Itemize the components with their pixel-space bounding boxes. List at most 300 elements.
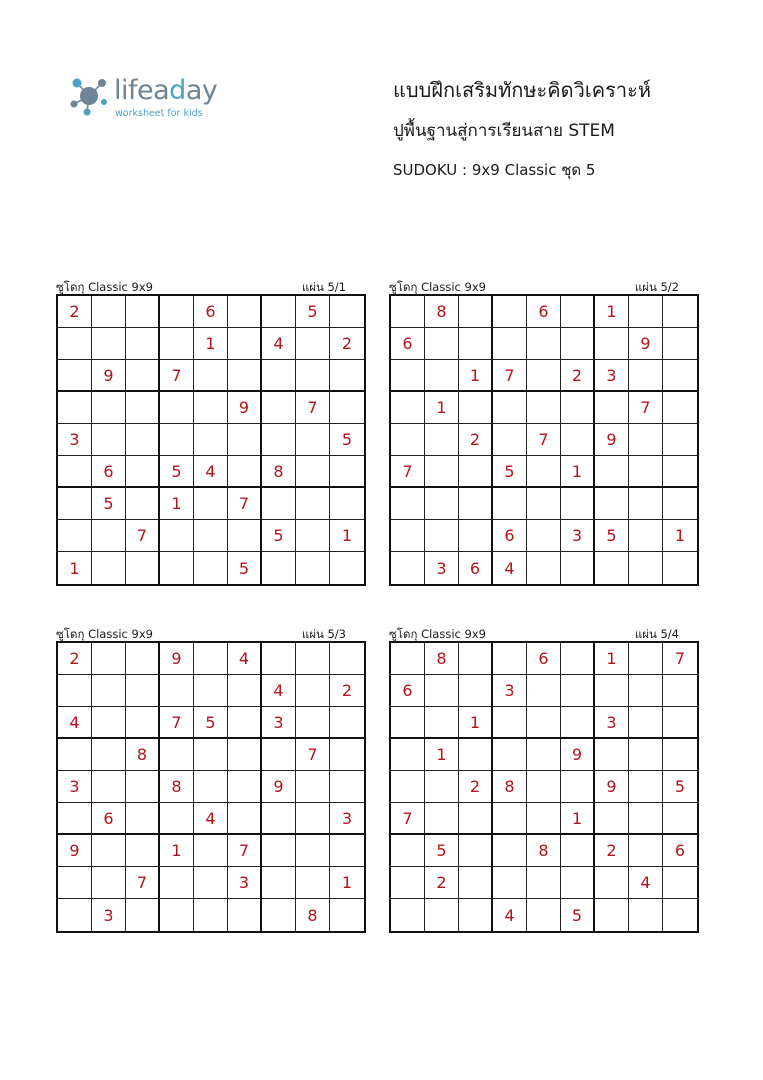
sudoku-cell: [425, 707, 459, 739]
sudoku-cell: [330, 835, 364, 867]
sudoku-cell: [561, 552, 595, 584]
sudoku-cell: [126, 803, 160, 835]
sudoku-cell: [629, 707, 663, 739]
sudoku-cell: [595, 392, 629, 424]
sudoku-cell: [425, 488, 459, 520]
sudoku-cell: [296, 803, 330, 835]
sudoku-cell: [58, 360, 92, 392]
sudoku-cell: [459, 643, 493, 675]
puzzle-caption: ซูโดกุ Classic 9x9: [389, 627, 486, 641]
sudoku-cell: 9: [561, 739, 595, 771]
sudoku-cell: [330, 899, 364, 931]
sudoku-cell: [391, 520, 425, 552]
sudoku-cell: [527, 675, 561, 707]
sudoku-grid: [56, 294, 366, 586]
sudoku-cell: [160, 867, 194, 899]
sudoku-cell: [629, 643, 663, 675]
sudoku-puzzle-4: [389, 627, 695, 933]
sudoku-cell: [663, 675, 697, 707]
sudoku-cell: [493, 328, 527, 360]
sudoku-cell: [330, 296, 364, 328]
sudoku-cell: [459, 488, 493, 520]
sudoku-cell: [296, 771, 330, 803]
sudoku-cell: [493, 707, 527, 739]
sudoku-cell: [262, 424, 296, 456]
sudoku-cell: [493, 296, 527, 328]
sudoku-cell: [391, 488, 425, 520]
sudoku-cell: [629, 835, 663, 867]
sudoku-cell: [459, 803, 493, 835]
sudoku-cell: [561, 643, 595, 675]
sudoku-cell: 5: [493, 456, 527, 488]
sudoku-cell: [527, 739, 561, 771]
puzzle-caption: ซูโดกุ Classic 9x9: [56, 627, 153, 641]
sudoku-cell: [126, 675, 160, 707]
sudoku-cell: [527, 392, 561, 424]
sudoku-cell: [160, 520, 194, 552]
sudoku-cell: 6: [92, 803, 126, 835]
sudoku-cell: [126, 456, 160, 488]
sudoku-cell: 2: [58, 296, 92, 328]
sudoku-cell: [459, 392, 493, 424]
sudoku-cell: [126, 360, 160, 392]
sudoku-cell: [58, 456, 92, 488]
sudoku-cell: 3: [330, 803, 364, 835]
sudoku-cell: [425, 456, 459, 488]
sudoku-cell: [126, 899, 160, 931]
sudoku-cell: 5: [595, 520, 629, 552]
sudoku-cell: 3: [58, 424, 92, 456]
sudoku-cell: 7: [160, 360, 194, 392]
sudoku-cell: [92, 835, 126, 867]
sudoku-cell: [425, 771, 459, 803]
sudoku-cell: [629, 360, 663, 392]
worksheet-subtitle: ปูพื้นฐานสู่การเรียนสาย STEM: [393, 121, 615, 141]
sudoku-cell: 9: [629, 328, 663, 360]
sudoku-cell: 5: [228, 552, 262, 584]
sudoku-cell: [391, 392, 425, 424]
sudoku-cell: 9: [595, 424, 629, 456]
sudoku-cell: [493, 739, 527, 771]
sudoku-cell: [126, 835, 160, 867]
sudoku-cell: [262, 835, 296, 867]
sudoku-cell: [228, 771, 262, 803]
sudoku-cell: [561, 707, 595, 739]
sudoku-cell: [296, 360, 330, 392]
sudoku-cell: [391, 424, 425, 456]
sudoku-cell: [629, 520, 663, 552]
sudoku-cell: [425, 520, 459, 552]
sudoku-cell: [629, 296, 663, 328]
sudoku-cell: 7: [126, 867, 160, 899]
sudoku-cell: [391, 296, 425, 328]
sudoku-cell: 7: [527, 424, 561, 456]
sudoku-cell: [330, 392, 364, 424]
sudoku-cell: [527, 552, 561, 584]
sudoku-cell: [629, 803, 663, 835]
sudoku-cell: 1: [425, 392, 459, 424]
molecule-logo-icon: [68, 74, 112, 118]
sudoku-cell: 3: [58, 771, 92, 803]
sudoku-cell: [663, 424, 697, 456]
sudoku-cell: 8: [262, 456, 296, 488]
sudoku-cell: 1: [595, 296, 629, 328]
sudoku-cell: 4: [194, 803, 228, 835]
sudoku-cell: [126, 552, 160, 584]
sudoku-cell: 5: [92, 488, 126, 520]
sudoku-cell: [228, 520, 262, 552]
sudoku-cell: [126, 424, 160, 456]
sudoku-cell: [330, 643, 364, 675]
sudoku-cell: 7: [629, 392, 663, 424]
sudoku-cell: 1: [160, 488, 194, 520]
sudoku-cell: [228, 424, 262, 456]
sudoku-cell: 7: [663, 643, 697, 675]
sudoku-cell: [629, 739, 663, 771]
sudoku-cell: [459, 456, 493, 488]
sudoku-cell: [493, 392, 527, 424]
sudoku-cell: [527, 867, 561, 899]
sudoku-cell: [459, 835, 493, 867]
sudoku-cell: [629, 899, 663, 931]
sudoku-cell: [493, 803, 527, 835]
sudoku-cell: [296, 835, 330, 867]
sudoku-cell: [228, 328, 262, 360]
sudoku-cell: [228, 707, 262, 739]
sudoku-cell: [228, 360, 262, 392]
sudoku-cell: [425, 899, 459, 931]
sudoku-cell: [527, 707, 561, 739]
sudoku-cell: 7: [296, 739, 330, 771]
sudoku-grid: [389, 641, 699, 933]
sudoku-cell: [160, 296, 194, 328]
logo-tagline: worksheet for kids: [115, 108, 203, 119]
sudoku-cell: [595, 867, 629, 899]
sudoku-cell: [160, 392, 194, 424]
sudoku-cell: [194, 835, 228, 867]
sudoku-cell: [160, 328, 194, 360]
sudoku-cell: [126, 771, 160, 803]
sudoku-cell: [262, 899, 296, 931]
sudoku-cell: [92, 424, 126, 456]
sudoku-cell: [262, 739, 296, 771]
worksheet-title: แบบฝึกเสริมทักษะคิดวิเคราะห์: [393, 78, 652, 102]
puzzle-sheet-number: แผ่น 5/2: [634, 280, 679, 294]
sudoku-cell: [296, 456, 330, 488]
sudoku-cell: [425, 803, 459, 835]
sudoku-cell: [296, 328, 330, 360]
sudoku-cell: 1: [663, 520, 697, 552]
sudoku-cell: [629, 552, 663, 584]
sudoku-cell: 1: [160, 835, 194, 867]
sudoku-puzzle-1: [56, 280, 362, 586]
sudoku-cell: [262, 552, 296, 584]
sudoku-cell: [296, 424, 330, 456]
sudoku-cell: 1: [330, 867, 364, 899]
sudoku-cell: [629, 771, 663, 803]
sudoku-cell: [228, 739, 262, 771]
sudoku-cell: 1: [425, 739, 459, 771]
sudoku-cell: [92, 520, 126, 552]
sudoku-puzzle-2: [389, 280, 695, 586]
sudoku-cell: 3: [595, 360, 629, 392]
sudoku-cell: [527, 456, 561, 488]
sudoku-cell: [126, 643, 160, 675]
sudoku-cell: 8: [425, 296, 459, 328]
sudoku-cell: [595, 739, 629, 771]
sudoku-cell: [194, 488, 228, 520]
sudoku-cell: [663, 867, 697, 899]
sudoku-cell: [595, 899, 629, 931]
sudoku-cell: 3: [262, 707, 296, 739]
sudoku-cell: [595, 328, 629, 360]
sudoku-cell: 8: [493, 771, 527, 803]
sudoku-cell: [296, 675, 330, 707]
sudoku-cell: [58, 488, 92, 520]
sudoku-cell: 1: [561, 803, 595, 835]
sudoku-cell: [296, 488, 330, 520]
sudoku-cell: [160, 803, 194, 835]
sudoku-cell: [228, 456, 262, 488]
sudoku-cell: [126, 296, 160, 328]
sudoku-cell: 2: [459, 424, 493, 456]
sudoku-cell: [262, 296, 296, 328]
sudoku-cell: [629, 456, 663, 488]
sudoku-cell: 9: [228, 392, 262, 424]
sudoku-cell: [561, 296, 595, 328]
sudoku-cell: 2: [330, 328, 364, 360]
sudoku-cell: [92, 552, 126, 584]
sudoku-cell: [493, 643, 527, 675]
sudoku-cell: [493, 424, 527, 456]
sudoku-cell: [330, 360, 364, 392]
sudoku-cell: [629, 424, 663, 456]
sudoku-cell: [228, 675, 262, 707]
sudoku-cell: [92, 328, 126, 360]
sudoku-cell: [228, 296, 262, 328]
puzzle-caption: ซูโดกุ Classic 9x9: [389, 280, 486, 294]
sudoku-cell: [92, 739, 126, 771]
sudoku-cell: [194, 899, 228, 931]
sudoku-cell: [493, 835, 527, 867]
sudoku-cell: 3: [228, 867, 262, 899]
sudoku-cell: [296, 867, 330, 899]
sudoku-cell: 6: [459, 552, 493, 584]
sudoku-cell: 5: [262, 520, 296, 552]
sudoku-cell: [459, 296, 493, 328]
sudoku-cell: [262, 392, 296, 424]
sudoku-cell: [391, 552, 425, 584]
sudoku-cell: [391, 867, 425, 899]
sudoku-cell: [58, 899, 92, 931]
sudoku-cell: 9: [92, 360, 126, 392]
sudoku-cell: [160, 675, 194, 707]
sudoku-cell: [194, 424, 228, 456]
sudoku-cell: 6: [493, 520, 527, 552]
sudoku-cell: 9: [595, 771, 629, 803]
sudoku-cell: [629, 675, 663, 707]
sudoku-cell: 3: [92, 899, 126, 931]
sudoku-cell: [296, 552, 330, 584]
sudoku-cell: 1: [459, 360, 493, 392]
sudoku-cell: [296, 520, 330, 552]
sudoku-cell: 5: [160, 456, 194, 488]
sudoku-cell: [629, 488, 663, 520]
sudoku-cell: [58, 520, 92, 552]
sudoku-cell: 2: [595, 835, 629, 867]
sudoku-cell: [459, 899, 493, 931]
sudoku-cell: 6: [391, 675, 425, 707]
sudoku-cell: [160, 552, 194, 584]
sudoku-cell: [160, 739, 194, 771]
sudoku-cell: 1: [330, 520, 364, 552]
sudoku-puzzle-3: [56, 627, 362, 933]
sudoku-cell: 1: [595, 643, 629, 675]
sudoku-cell: [527, 520, 561, 552]
sudoku-grid: [56, 641, 366, 933]
sudoku-cell: [561, 328, 595, 360]
sudoku-cell: [194, 520, 228, 552]
sudoku-cell: 4: [262, 675, 296, 707]
sudoku-cell: [58, 867, 92, 899]
sudoku-cell: [663, 296, 697, 328]
sudoku-cell: [92, 771, 126, 803]
sudoku-cell: 7: [228, 835, 262, 867]
sudoku-cell: 9: [58, 835, 92, 867]
sudoku-cell: [58, 739, 92, 771]
sudoku-cell: [425, 360, 459, 392]
sudoku-cell: [330, 771, 364, 803]
sudoku-cell: [595, 456, 629, 488]
sudoku-cell: [391, 899, 425, 931]
sudoku-cell: [126, 392, 160, 424]
sudoku-cell: 8: [527, 835, 561, 867]
sudoku-cell: [194, 771, 228, 803]
sudoku-cell: [561, 835, 595, 867]
sudoku-cell: [561, 675, 595, 707]
sudoku-cell: [425, 328, 459, 360]
sudoku-cell: [459, 675, 493, 707]
sudoku-cell: [126, 328, 160, 360]
sudoku-cell: 3: [595, 707, 629, 739]
sudoku-cell: [595, 675, 629, 707]
sudoku-cell: [330, 707, 364, 739]
sudoku-cell: [228, 899, 262, 931]
sudoku-cell: [194, 643, 228, 675]
sudoku-cell: 8: [126, 739, 160, 771]
sudoku-grid: [389, 294, 699, 586]
sudoku-cell: [561, 488, 595, 520]
sudoku-cell: [459, 867, 493, 899]
sudoku-cell: 6: [663, 835, 697, 867]
sudoku-cell: [228, 803, 262, 835]
sudoku-cell: [493, 488, 527, 520]
sudoku-cell: [595, 552, 629, 584]
sudoku-cell: 1: [58, 552, 92, 584]
sudoku-cell: [561, 424, 595, 456]
sudoku-cell: 8: [160, 771, 194, 803]
puzzle-sheet-number: แผ่น 5/3: [301, 627, 346, 641]
sudoku-cell: 7: [228, 488, 262, 520]
sudoku-cell: 2: [561, 360, 595, 392]
sudoku-cell: [262, 643, 296, 675]
sudoku-cell: 4: [228, 643, 262, 675]
sudoku-cell: 1: [459, 707, 493, 739]
sudoku-cell: 6: [194, 296, 228, 328]
sudoku-cell: [663, 328, 697, 360]
sudoku-cell: [330, 488, 364, 520]
sudoku-cell: 2: [58, 643, 92, 675]
sudoku-cell: [262, 867, 296, 899]
sudoku-cell: [194, 675, 228, 707]
sudoku-cell: 1: [194, 328, 228, 360]
logo-wordmark: lifeaday: [114, 75, 218, 106]
sudoku-cell: [391, 835, 425, 867]
sudoku-cell: 7: [126, 520, 160, 552]
sudoku-cell: 4: [58, 707, 92, 739]
sudoku-cell: [561, 867, 595, 899]
sudoku-cell: 4: [493, 552, 527, 584]
sudoku-cell: 5: [561, 899, 595, 931]
sudoku-cell: 5: [425, 835, 459, 867]
sudoku-cell: [561, 771, 595, 803]
puzzle-sheet-number: แผ่น 5/4: [634, 627, 679, 641]
sudoku-cell: [160, 899, 194, 931]
sudoku-cell: [663, 803, 697, 835]
sudoku-cell: [194, 392, 228, 424]
sudoku-cell: [663, 456, 697, 488]
sudoku-cell: 7: [296, 392, 330, 424]
sudoku-cell: 5: [330, 424, 364, 456]
sudoku-cell: [663, 707, 697, 739]
sudoku-cell: 8: [425, 643, 459, 675]
sudoku-cell: [58, 675, 92, 707]
sudoku-cell: [126, 707, 160, 739]
sudoku-cell: 7: [493, 360, 527, 392]
sudoku-cell: [527, 328, 561, 360]
sudoku-cell: [58, 328, 92, 360]
sudoku-cell: [330, 739, 364, 771]
sudoku-cell: [92, 643, 126, 675]
sudoku-cell: [527, 899, 561, 931]
sudoku-cell: 2: [330, 675, 364, 707]
sudoku-cell: [330, 456, 364, 488]
sudoku-cell: [663, 739, 697, 771]
sudoku-cell: [194, 360, 228, 392]
sudoku-cell: 6: [391, 328, 425, 360]
sudoku-cell: [459, 520, 493, 552]
sudoku-cell: [425, 675, 459, 707]
sudoku-cell: [330, 552, 364, 584]
sudoku-cell: [527, 488, 561, 520]
sudoku-cell: [595, 488, 629, 520]
sudoku-cell: 3: [493, 675, 527, 707]
sudoku-cell: 3: [561, 520, 595, 552]
sudoku-cell: [92, 296, 126, 328]
sudoku-cell: 9: [262, 771, 296, 803]
sudoku-cell: [262, 488, 296, 520]
sudoku-cell: [663, 899, 697, 931]
sudoku-cell: [296, 643, 330, 675]
sudoku-cell: [663, 360, 697, 392]
puzzle-caption: ซูโดกุ Classic 9x9: [56, 280, 153, 294]
sudoku-cell: [58, 803, 92, 835]
sudoku-cell: 9: [160, 643, 194, 675]
sudoku-cell: [425, 424, 459, 456]
sudoku-cell: [459, 739, 493, 771]
sudoku-cell: 6: [527, 296, 561, 328]
sudoku-cell: [527, 360, 561, 392]
